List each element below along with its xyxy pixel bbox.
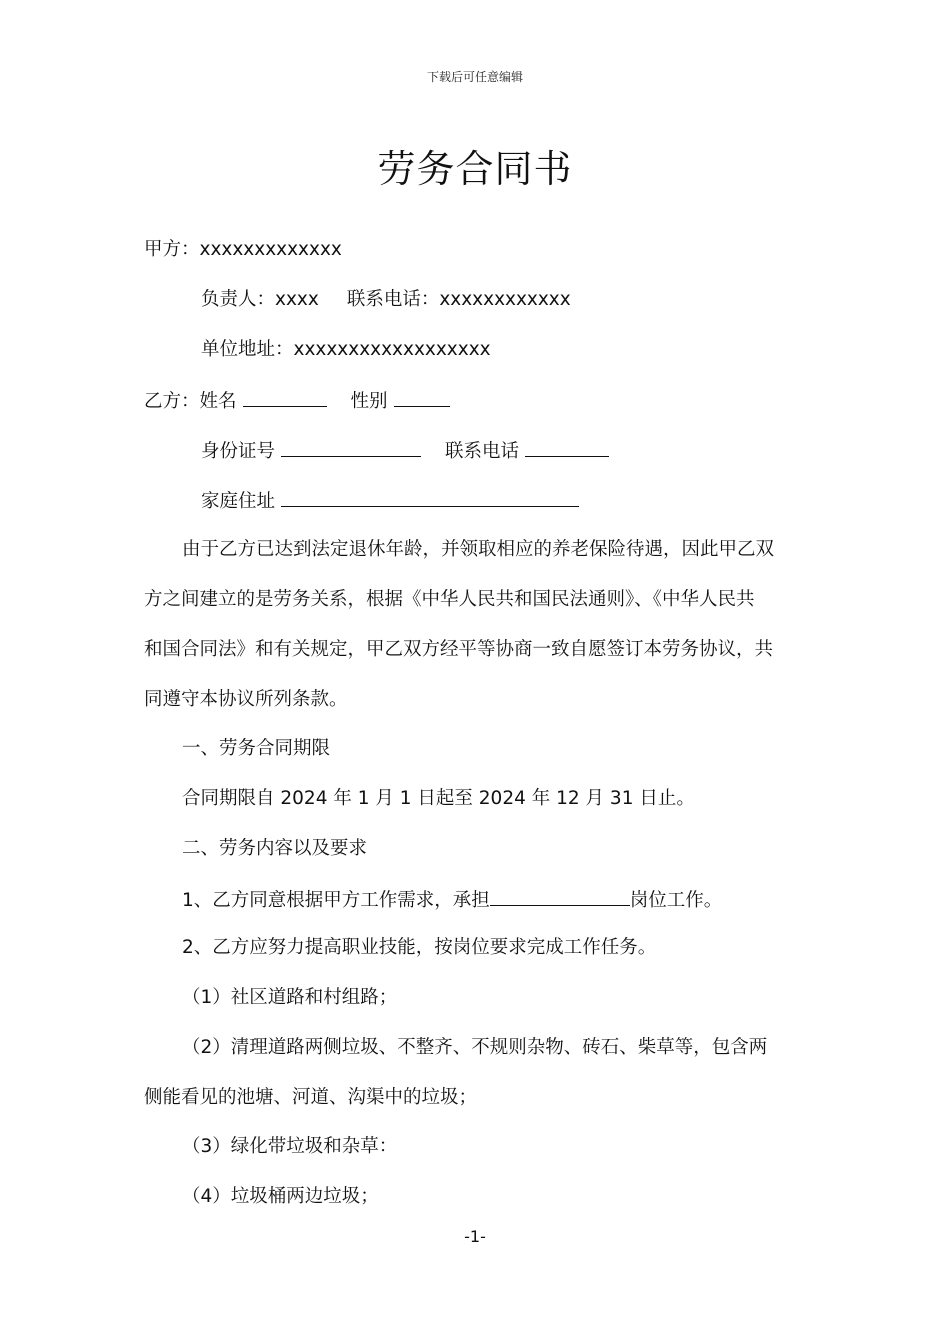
party-a-phone-value: xxxxxxxxxxxx bbox=[439, 289, 571, 310]
party-a-line bbox=[144, 238, 342, 262]
party-b-name-blank[interactable] bbox=[243, 388, 327, 407]
party-b-name-label: 姓名 bbox=[199, 391, 237, 412]
party-a-address-value: xxxxxxxxxxxxxxxxxx bbox=[293, 339, 491, 360]
contact-person-label: 负责人： bbox=[201, 289, 276, 310]
party-b-address-label: 家庭住址 bbox=[201, 491, 276, 512]
section-1-text: 合同期限自 2024 年 1 月 1 日起至 2024 年 12 月 31 日止。 bbox=[182, 788, 695, 809]
item-1-text-before: 1、乙方同意根据甲方工作需求，承担 bbox=[182, 890, 490, 911]
contact-person-value: xxxx bbox=[275, 289, 319, 310]
intro-line-2: 方之间建立的是劳务关系，根据《中华人民共和国民法通则》、《中华人民共 bbox=[144, 589, 755, 610]
party-b-gender-label: 性别 bbox=[350, 391, 388, 412]
item-1-text-after: 岗位工作。 bbox=[629, 890, 723, 911]
section-2-sub-4: （4）垃圾桶两边垃圾； bbox=[182, 1186, 379, 1207]
document-title: 劳务合同书 bbox=[377, 147, 573, 191]
party-b-gender-blank[interactable] bbox=[394, 388, 450, 407]
section-2-sub-1: （1）社区道路和村组路； bbox=[182, 987, 398, 1008]
page-number: -1- bbox=[464, 1227, 486, 1246]
section-2-sub-3: （3）绿化带垃圾和杂草： bbox=[182, 1136, 398, 1157]
intro-line-4: 同遵守本协议所列条款。 bbox=[144, 689, 348, 710]
section-2-heading: 二、劳务内容以及要求 bbox=[182, 838, 368, 859]
party-a-phone-label: 联系电话： bbox=[346, 289, 440, 310]
party-b-phone-blank[interactable] bbox=[525, 438, 609, 457]
party-b-phone-label: 联系电话 bbox=[445, 441, 520, 462]
party-a-address-line bbox=[201, 338, 491, 362]
section-2-item-2: 2、乙方应努力提高职业技能，按岗位要求完成工作任务。 bbox=[182, 937, 657, 958]
party-b-id-line bbox=[201, 438, 609, 464]
section-1-heading: 一、劳务合同期限 bbox=[182, 738, 331, 759]
intro-line-1: 由于乙方已达到法定退休年龄，并领取相应的养老保险待遇，因此甲乙双 bbox=[182, 539, 775, 560]
intro-line-3: 和国合同法》和有关规定，甲乙双方经平等协商一致自愿签订本劳务协议，共 bbox=[144, 639, 774, 660]
party-b-address-blank[interactable] bbox=[281, 488, 579, 507]
party-a-label: 甲方： bbox=[144, 239, 200, 260]
position-blank[interactable] bbox=[490, 887, 630, 906]
party-b-line bbox=[144, 388, 450, 414]
party-b-id-blank[interactable] bbox=[281, 438, 421, 457]
header-note: 下载后可任意编辑 bbox=[426, 70, 523, 84]
party-a-address-label: 单位地址： bbox=[201, 339, 294, 360]
party-b-id-label: 身份证号 bbox=[201, 441, 276, 462]
section-2-sub-2-line-1: （2）清理道路两侧垃圾、不整齐、不规则杂物、砖石、柴草等，包含两 bbox=[182, 1037, 768, 1058]
party-b-label: 乙方： bbox=[144, 391, 200, 412]
section-2-sub-2-line-2: 侧能看见的池塘、河道、沟渠中的垃圾； bbox=[144, 1087, 478, 1108]
party-a-contact-line bbox=[201, 288, 571, 312]
party-b-address-line bbox=[201, 488, 579, 514]
party-a-name: xxxxxxxxxxxxx bbox=[199, 239, 342, 260]
section-2-item-1 bbox=[182, 887, 722, 913]
